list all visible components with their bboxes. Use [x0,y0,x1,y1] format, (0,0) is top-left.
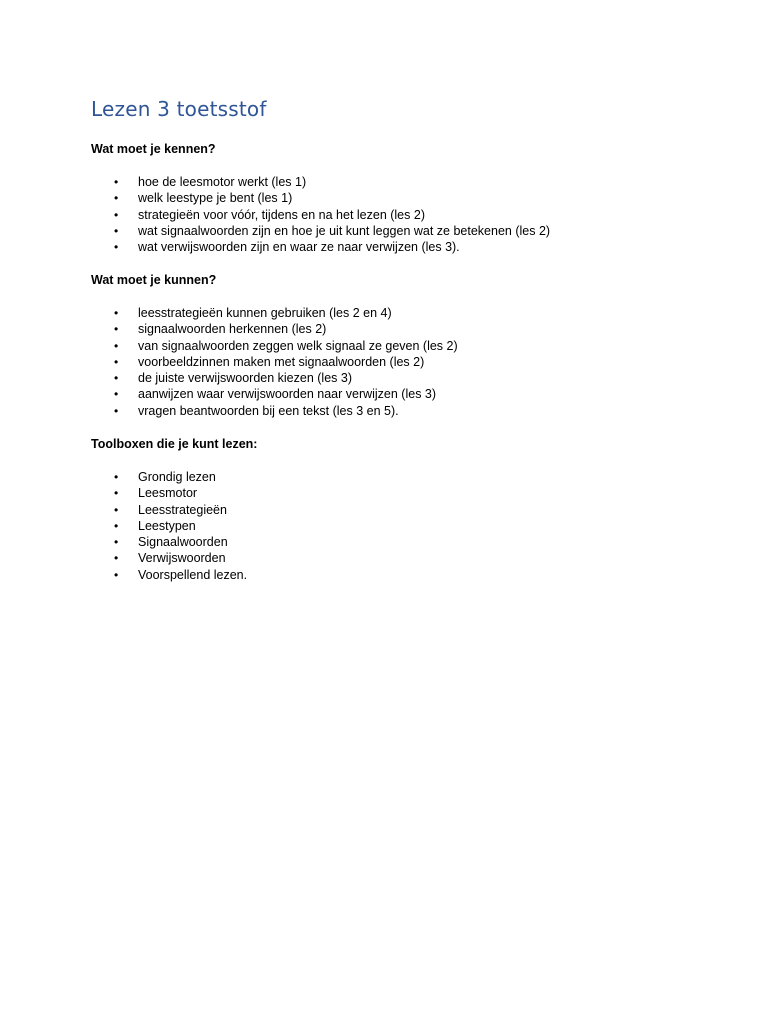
bullet-icon: • [114,486,119,501]
section-heading: Wat moet je kennen? [91,142,216,156]
list-item-text: Verwijswoorden [138,551,226,566]
section-kunnen [91,272,458,419]
bullet-list [91,469,257,583]
list-item-text: Signaalwoorden [138,535,228,550]
bullet-icon: • [114,223,119,238]
list-item-text: hoe de leesmotor werkt (les 1) [138,175,307,189]
list-item [91,518,257,534]
list-item-text: Leestypen [138,518,196,533]
bullet-icon: • [114,175,119,189]
bullet-icon: • [114,387,119,402]
list-item-text: welk leestype je bent (les 1) [138,191,293,206]
list-item [91,354,458,370]
list-item-text: voorbeeldzinnen maken met signaalwoorden (les 2) [138,354,425,369]
list-item-text: Voorspellend lezen. [138,567,248,582]
bullet-icon: • [114,191,119,206]
list-item-text: signaalwoorden herkennen (les 2) [138,322,327,337]
list-item [91,338,458,354]
list-item-text: van signaalwoorden zeggen welk signaal ze geven (les 2) [138,338,458,353]
bullet-icon: • [114,403,119,418]
bullet-icon: • [114,535,119,550]
bullet-list [91,305,458,419]
list-item-text: aanwijzen waar verwijswoorden naar verwijzen (les 3) [138,387,437,402]
list-item [91,174,550,190]
list-item [91,485,257,501]
list-item-text: Leesstrategieën [138,502,227,517]
section-kennen [91,141,550,255]
list-item [91,223,550,239]
list-item [91,403,458,419]
list-item-text: de juiste verwijswoorden kiezen (les 3) [138,371,352,386]
list-item [91,207,550,223]
list-item [91,567,257,583]
list-item-text: strategieën voor vóór, tijdens en na het lezen (les 2) [138,207,425,222]
bullet-icon: • [114,567,119,582]
bullet-list [91,174,550,255]
section-toolboxen [91,436,257,583]
bullet-icon: • [114,371,119,386]
bullet-icon: • [114,518,119,533]
list-item [91,239,550,255]
list-item [91,502,257,518]
bullet-icon: • [114,322,119,337]
list-item [91,469,257,485]
bullet-icon: • [114,354,119,369]
list-item-text: Grondig lezen [138,470,216,484]
bullet-icon: • [114,306,119,320]
bullet-icon: • [114,551,119,566]
list-item-text: Leesmotor [138,486,198,501]
list-item-text: wat signaalwoorden zijn en hoe je uit kunt leggen wat ze betekenen (les 2) [138,223,551,238]
bullet-icon: • [114,207,119,222]
list-item [91,305,458,321]
list-item-text: wat verwijswoorden zijn en waar ze naar verwijzen (les 3). [138,240,460,255]
section-heading: Wat moet je kunnen? [91,273,217,287]
section-heading: Toolboxen die je kunt lezen: [91,437,258,451]
list-item-text: vragen beantwoorden bij een tekst (les 3 en 5). [138,403,399,418]
list-item-text: leesstrategieën kunnen gebruiken (les 2 en 4) [138,306,392,320]
list-item [91,550,257,566]
list-item [91,190,550,206]
list-item [91,370,458,386]
bullet-icon: • [114,338,119,353]
bullet-icon: • [114,470,119,484]
page-title: Lezen 3 toetsstof [91,97,267,121]
list-item [91,534,257,550]
list-item [91,386,458,402]
list-item [91,321,458,337]
bullet-icon: • [114,502,119,517]
bullet-icon: • [114,240,119,255]
